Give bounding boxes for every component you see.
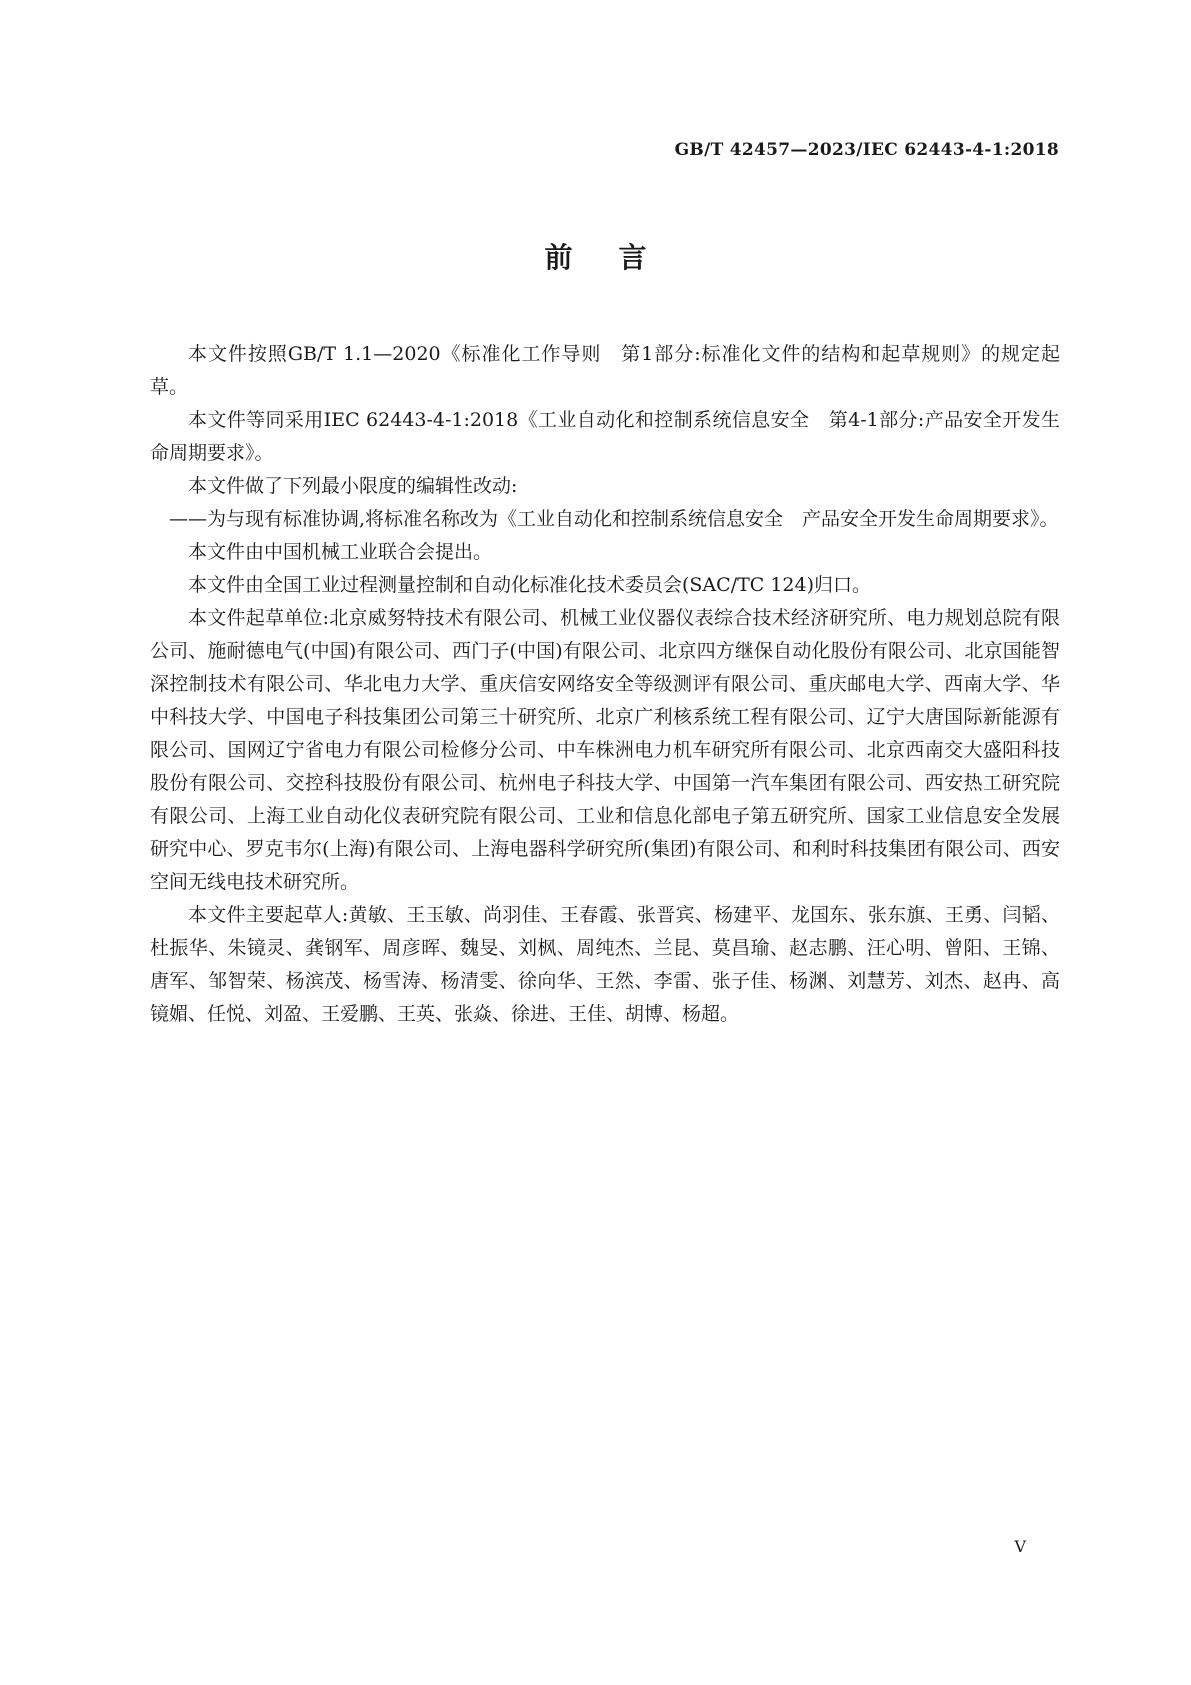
page-title: 前言 [544,241,693,274]
paragraph-drafting-units: 本文件起草单位:北京威努特技术有限公司、机械工业仪器仪表综合技术经济研究所、电力规划总院有限公司、施耐德电气(中国)有限公司、西门子(中国)有限公司、北京四方继保自动化股份有限公司、北京国能智深控制技术有限公司、华北电力大学、重庆信安网络安全等级测评有限公司、重庆邮电大学、西南大学、华中科技大学、中国电子科技集团公司第三十研究所、北京广利核系统工程有限公司、辽宁大唐国际新能源有限公司、国网辽宁省电力有限公司检修分公司、中车株洲电力机车研究所有限公司、北京西南交大盛阳科技股份有限公司、交控科技股份有限公司、杭州电子科技大学、中国第一汽车集团有限公司、西安热工研究院有限公司、上海工业自动化仪表研究院有限公司、工业和信息化部电子第五研究所、国家工业信息安全发展研究中心、罗克韦尔(上海)有限公司、上海电器科学研究所(集团)有限公司、和利时科技集团有限公司、西安空间无线电技术研究所。 [150,607,1060,893]
paragraph-edit-changes: 本文件做了下列最小限度的编辑性改动: [188,475,518,497]
paragraph-drafting-rules: 本文件按照GB/T 1.1—2020《标准化工作导则 第1部分:标准化文件的结构和起草规则》的规定起草。 [150,343,1060,398]
foreword-body [150,338,1060,1031]
paragraph-drafters: 本文件主要起草人:黄敏、王玉敏、尚羽佳、王春霞、张晋宾、杨建平、龙国东、张东旗、王勇、闫韬、杜振华、朱镜灵、龚钢军、周彦晖、魏旻、刘枫、周纯杰、兰昆、莫昌瑜、赵志鹏、汪心明、曾阳、王锦、唐军、邹智荣、杨滨茂、杨雪涛、杨清雯、徐向华、王然、李雷、张子佳、杨渊、刘慧芳、刘杰、赵冉、高镜媚、任悦、刘盈、王爱鹏、王英、张焱、徐进、王佳、胡博、杨超。 [150,904,1060,1025]
page-number: V [1014,1537,1026,1556]
paragraph-proposer: 本文件由中国机械工业联合会提出。 [188,541,493,563]
standard-code: GB/T 42457—2023/IEC 62443-4-1:2018 [674,140,1059,160]
paragraph-centralized: 本文件由全国工业过程测量控制和自动化标准化技术委员会(SAC/TC 124)归口。 [188,574,872,596]
list-item-title-change: ——为与现有标准协调,将标准名称改为《工业自动化和控制系统信息安全 产品安全开发生命周期要求》。 [169,508,1059,530]
paragraph-adoption: 本文件等同采用IEC 62443-4-1:2018《工业自动化和控制系统信息安全 第4-1部分:产品安全开发生命周期要求》。 [150,409,1060,464]
